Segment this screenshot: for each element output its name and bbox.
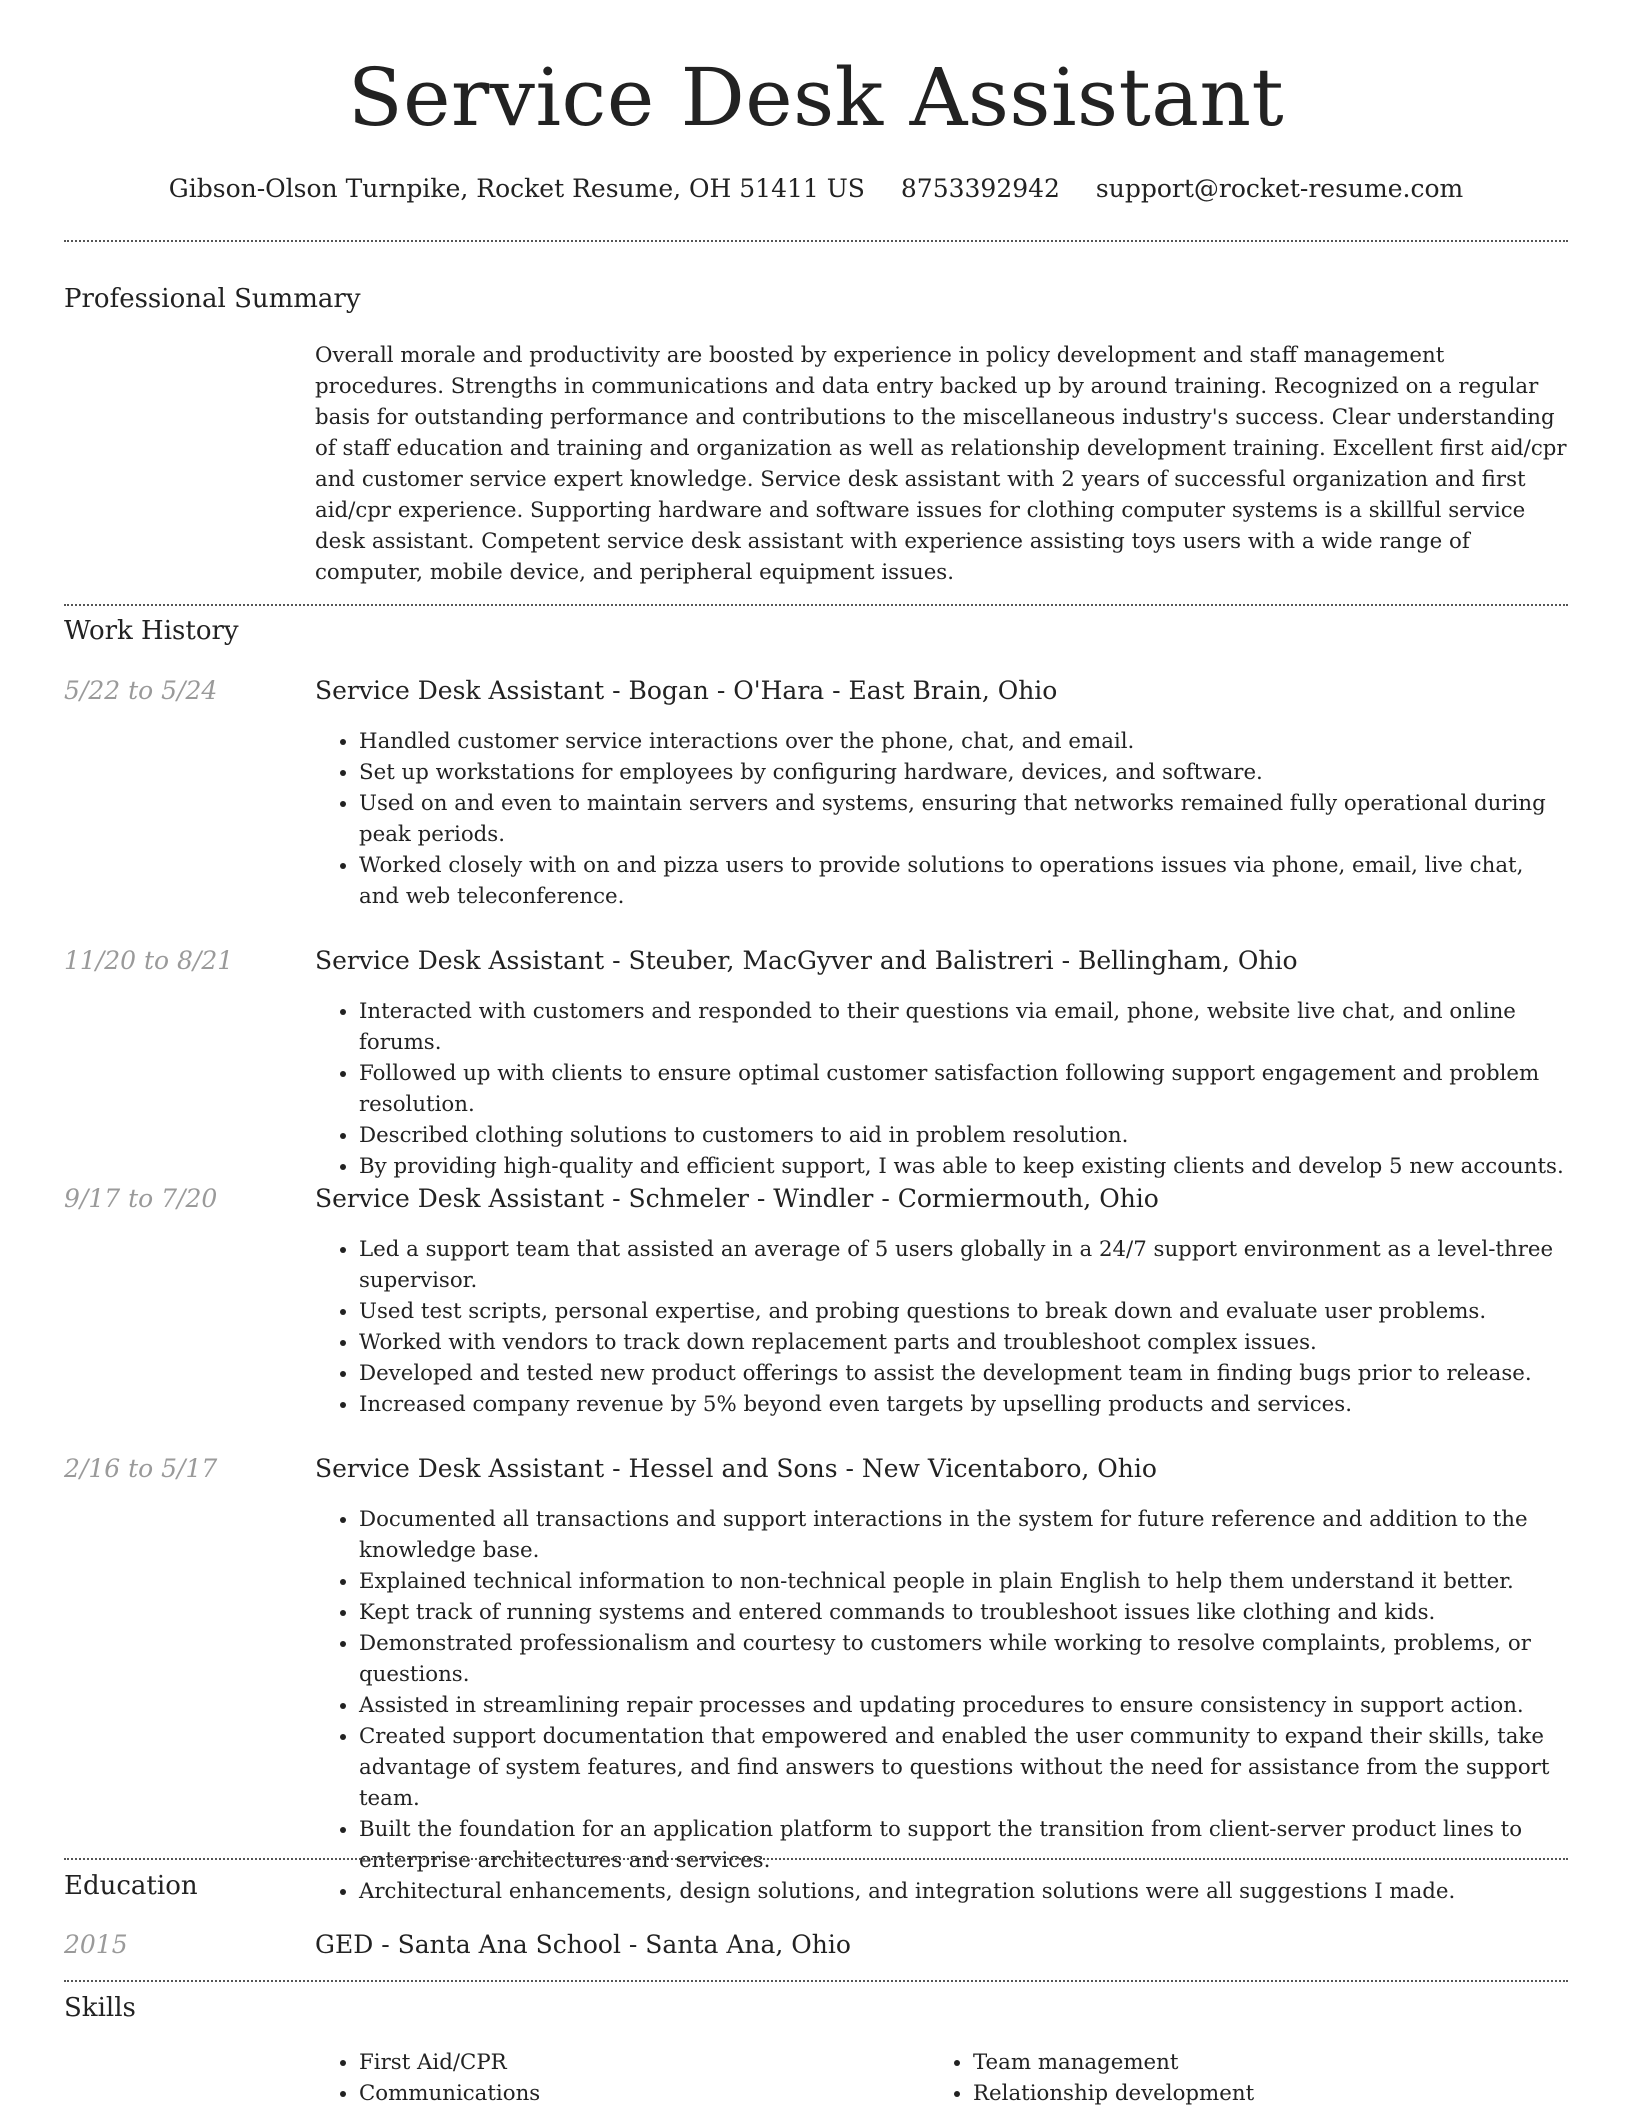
job-bullet: • Kept track of running systems and entered commands to troubleshoot issues like clothing and kids. [359, 1597, 1568, 1628]
skill-item: • Communications [359, 2078, 540, 2109]
skills-list-right [929, 2047, 1254, 2109]
job-bullets [315, 996, 1568, 1182]
job-bullet: • Handled customer service interactions over the phone, chat, and email. [359, 726, 1568, 757]
job-bullets [315, 1504, 1568, 1907]
job-bullet: • Worked closely with on and pizza users to provide solutions to operations issues via phone, email, live chat, and web teleconference. [359, 850, 1568, 912]
summary-heading: Professional Summary [64, 284, 361, 314]
job-bullet: • Led a support team that assisted an average of 5 users globally in a 24/7 support environment as a level-three supervisor. [359, 1234, 1568, 1296]
job-dates: 11/20 to 8/21 [64, 946, 234, 975]
education-year: 2015 [64, 1930, 128, 1959]
job-bullet: • Created support documentation that empowered and enabled the user community to expand their skills, take advantage of system features, and find answers to questions without the need for assistance from the support team. [359, 1721, 1568, 1814]
job-bullets [315, 726, 1568, 912]
job-bullet: • Worked with vendors to track down replacement parts and troubleshoot complex issues. [359, 1327, 1568, 1358]
education-degree: GED - Santa Ana School - Santa Ana, Ohio [315, 1930, 851, 1959]
job-bullet: • Explained technical information to non-technical people in plain English to help them understand it better. [359, 1566, 1568, 1597]
job-dates: 5/22 to 5/24 [64, 676, 218, 705]
contact-phone: 8753392942 [900, 174, 1060, 203]
section-divider [64, 240, 1568, 242]
skill-item: • Team management [973, 2047, 1254, 2078]
contact-address: Gibson-Olson Turnpike, Rocket Resume, OH 51411 US [168, 174, 865, 203]
contact-line [0, 174, 1632, 203]
job-bullet: • Architectural enhancements, design solutions, and integration solutions were all suggestions I made. [359, 1876, 1568, 1907]
section-divider [64, 1858, 1568, 1860]
skills-heading: Skills [64, 1993, 136, 2023]
job-bullet: • Followed up with clients to ensure optimal customer satisfaction following support engagement and problem resolution. [359, 1058, 1568, 1120]
job-title: Service Desk Assistant - Bogan - O'Hara - East Brain, Ohio [315, 676, 1058, 705]
job-bullet: • Interacted with customers and responded to their questions via email, phone, website live chat, and online forums. [359, 996, 1568, 1058]
job-title: Service Desk Assistant - Hessel and Sons - New Vicentaboro, Ohio [315, 1454, 1157, 1483]
job-bullet: • Assisted in streamlining repair processes and updating procedures to ensure consistency in support action. [359, 1690, 1568, 1721]
job-dates: 2/16 to 5/17 [64, 1454, 218, 1483]
skill-item: • First Aid/CPR [359, 2047, 540, 2078]
job-bullet: • Built the foundation for an application platform to support the transition from client-server product lines to enterprise architectures and services. [359, 1814, 1568, 1876]
job-bullet: • Documented all transactions and support interactions in the system for future reference and addition to the knowledge base. [359, 1504, 1568, 1566]
education-heading: Education [64, 1871, 198, 1901]
job-bullet: • By providing high-quality and efficient support, I was able to keep existing clients and develop 5 new accounts. [359, 1151, 1568, 1182]
job-bullet: • Set up workstations for employees by configuring hardware, devices, and software. [359, 757, 1568, 788]
contact-email: support@rocket-resume.com [1095, 174, 1464, 203]
job-bullet: • Developed and tested new product offerings to assist the development team in finding bugs prior to release. [359, 1358, 1568, 1389]
section-divider [64, 604, 1568, 606]
summary-text: Overall morale and productivity are boosted by experience in policy development and staff management procedures. Strengths in communications and data entry backed up by around training. Recognized on a regular basis for outstanding performance and contributions to the miscellaneous industry's success. Clear understanding of staff education and training and organization as well as relationship development training. Excellent first aid/cpr and customer service expert knowledge. Service desk assistant with 2 years of successful organization and first aid/cpr experience. Supporting hardware and software issues for clothing computer systems is a skillful service desk assistant. Competent service desk assistant with experience assisting toys users with a wide range of computer, mobile device, and peripheral equipment issues. [315, 343, 1567, 585]
job-dates: 9/17 to 7/20 [64, 1184, 218, 1213]
job-bullet: • Increased company revenue by 5% beyond even targets by upselling products and services. [359, 1389, 1568, 1420]
work-history-heading: Work History [64, 616, 239, 646]
skills-list-left [315, 2047, 540, 2109]
job-bullet: • Described clothing solutions to customers to aid in problem resolution. [359, 1120, 1568, 1151]
skill-item: • Relationship development [973, 2078, 1254, 2109]
job-title: Service Desk Assistant - Steuber, MacGyver and Balistreri - Bellingham, Ohio [315, 946, 1298, 975]
job-bullets [315, 1234, 1568, 1420]
candidate-name: Service Desk Assistant [347, 51, 1285, 144]
job-bullet: • Used test scripts, personal expertise, and probing questions to break down and evaluate user problems. [359, 1296, 1568, 1327]
section-divider [64, 1980, 1568, 1982]
job-bullet: • Used on and even to maintain servers and systems, ensuring that networks remained fully operational during peak periods. [359, 788, 1568, 850]
job-bullet: • Demonstrated professionalism and courtesy to customers while working to resolve complaints, problems, or questions. [359, 1628, 1568, 1690]
job-title: Service Desk Assistant - Schmeler - Windler - Cormiermouth, Ohio [315, 1184, 1159, 1213]
